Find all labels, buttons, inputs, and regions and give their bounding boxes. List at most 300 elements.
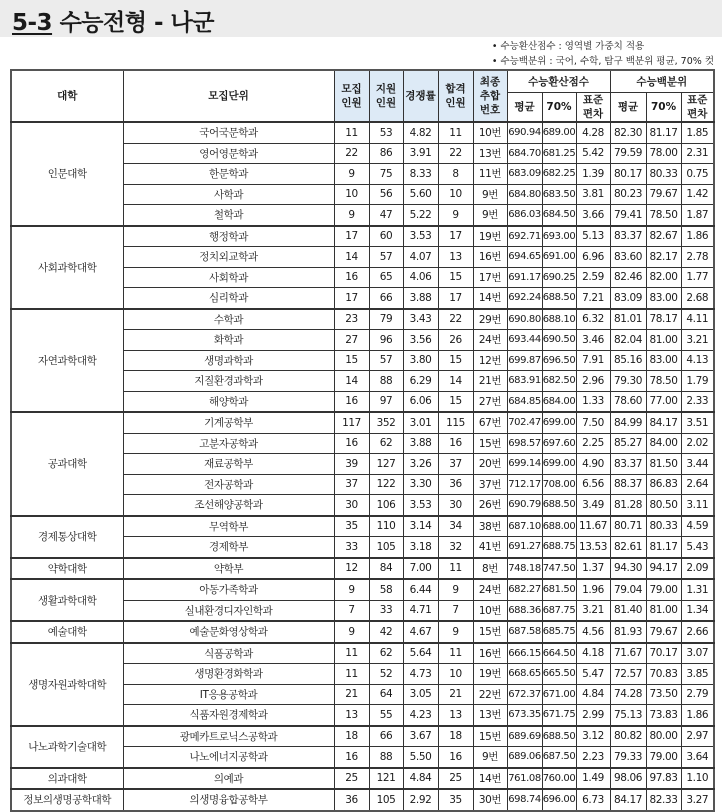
applicants-cell: 52: [369, 664, 403, 685]
unit-cell: 예술문화영상학과: [123, 621, 334, 643]
applicants-cell: 42: [369, 621, 403, 643]
table-row: [11, 558, 714, 580]
table-row: [11, 768, 714, 790]
ratio-cell: 4.82: [403, 122, 438, 143]
applicants-cell: 56: [369, 184, 403, 205]
quota-cell: 9: [334, 621, 369, 643]
waitlist-cell: 14번: [473, 768, 507, 790]
pct-std-cell: 1.77: [681, 267, 714, 288]
pct-70-cell: 81.17: [646, 122, 681, 143]
admitted-cell: 14: [438, 371, 473, 392]
waitlist-cell: 15번: [473, 433, 507, 454]
pct-avg-cell: 81.40: [610, 600, 646, 621]
conv-70-cell: 688.10: [542, 309, 576, 330]
conv-std-cell: 4.56: [576, 621, 610, 643]
unit-cell: 전자공학과: [123, 474, 334, 495]
pct-avg-cell: 84.17: [610, 789, 646, 811]
applicants-cell: 62: [369, 433, 403, 454]
ratio-cell: 4.71: [403, 600, 438, 621]
conv-avg-cell: 690.79: [507, 495, 542, 516]
conv-std-cell: 4.18: [576, 643, 610, 664]
pct-avg-cell: 83.60: [610, 247, 646, 268]
conv-std-cell: 7.91: [576, 350, 610, 371]
admitted-cell: 37: [438, 454, 473, 475]
legend-notes: [492, 39, 714, 69]
pct-70-cell: 79.00: [646, 579, 681, 600]
pct-avg-cell: 80.23: [610, 184, 646, 205]
quota-cell: 36: [334, 789, 369, 811]
conv-70-cell: 685.75: [542, 621, 576, 643]
applicants-cell: 88: [369, 371, 403, 392]
pct-70-cell: 83.00: [646, 350, 681, 371]
unit-cell: IT응용공학과: [123, 684, 334, 705]
pct-std-cell: 3.27: [681, 789, 714, 811]
admitted-cell: 35: [438, 789, 473, 811]
unit-cell: 화학과: [123, 330, 334, 351]
conv-std-cell: 6.32: [576, 309, 610, 330]
applicants-cell: 106: [369, 495, 403, 516]
pct-70-cell: 81.00: [646, 600, 681, 621]
table-row: [11, 412, 714, 433]
ratio-cell: 3.01: [403, 412, 438, 433]
applicants-cell: 84: [369, 558, 403, 580]
conv-std-cell: 1.96: [576, 579, 610, 600]
college-cell: 약학대학: [11, 558, 123, 580]
conv-avg-cell: 699.87: [507, 350, 542, 371]
admitted-cell: 16: [438, 747, 473, 768]
conv-avg-cell: 687.58: [507, 621, 542, 643]
conv-std-cell: 3.21: [576, 600, 610, 621]
unit-cell: 한문학과: [123, 164, 334, 185]
applicants-cell: 86: [369, 143, 403, 164]
unit-cell: 심리학과: [123, 288, 334, 309]
college-cell: 생활과학대학: [11, 579, 123, 621]
conv-70-cell: 684.50: [542, 205, 576, 226]
conv-std-cell: 5.42: [576, 143, 610, 164]
waitlist-cell: 16번: [473, 247, 507, 268]
pct-std-cell: 5.43: [681, 537, 714, 558]
admitted-cell: 13: [438, 705, 473, 726]
admitted-cell: 30: [438, 495, 473, 516]
admitted-cell: 115: [438, 412, 473, 433]
college-cell: 자연과학대학: [11, 309, 123, 413]
quota-cell: 10: [334, 184, 369, 205]
conv-70-cell: 690.50: [542, 330, 576, 351]
unit-cell: 조선해양공학과: [123, 495, 334, 516]
pct-avg-cell: 78.60: [610, 391, 646, 412]
unit-cell: 국어국문학과: [123, 122, 334, 143]
waitlist-cell: 21번: [473, 371, 507, 392]
conv-avg-cell: 698.57: [507, 433, 542, 454]
ratio-cell: 5.22: [403, 205, 438, 226]
admitted-cell: 7: [438, 600, 473, 621]
waitlist-cell: 67번: [473, 412, 507, 433]
applicants-cell: 122: [369, 474, 403, 495]
conv-avg-cell: 691.17: [507, 267, 542, 288]
conv-avg-cell: 692.24: [507, 288, 542, 309]
col-header-ratio: 경쟁률: [403, 70, 438, 122]
conv-avg-cell: 694.65: [507, 247, 542, 268]
unit-cell: 재료공학부: [123, 454, 334, 475]
conv-std-cell: 1.39: [576, 164, 610, 185]
applicants-cell: 105: [369, 789, 403, 811]
ratio-cell: 3.67: [403, 726, 438, 747]
table-row: [11, 579, 714, 600]
ratio-cell: 5.64: [403, 643, 438, 664]
conv-std-cell: 7.21: [576, 288, 610, 309]
conv-avg-cell: 761.08: [507, 768, 542, 790]
pct-avg-cell: 79.30: [610, 371, 646, 392]
conv-70-cell: 688.50: [542, 495, 576, 516]
waitlist-cell: 15번: [473, 726, 507, 747]
pct-avg-cell: 82.04: [610, 330, 646, 351]
conv-avg-cell: 686.03: [507, 205, 542, 226]
ratio-cell: 3.56: [403, 330, 438, 351]
unit-cell: 수학과: [123, 309, 334, 330]
applicants-cell: 121: [369, 768, 403, 790]
college-cell: 공과대학: [11, 412, 123, 516]
pct-avg-cell: 80.17: [610, 164, 646, 185]
applicants-cell: 64: [369, 684, 403, 705]
quota-cell: 16: [334, 267, 369, 288]
col-header-pct-std: 표준 편차: [681, 93, 714, 123]
conv-70-cell: 687.75: [542, 600, 576, 621]
quota-cell: 12: [334, 558, 369, 580]
conv-avg-cell: 688.36: [507, 600, 542, 621]
ratio-cell: 3.26: [403, 454, 438, 475]
college-cell: 경제통상대학: [11, 516, 123, 558]
pct-70-cell: 82.00: [646, 267, 681, 288]
table-row: [11, 643, 714, 664]
ratio-cell: 3.88: [403, 433, 438, 454]
pct-avg-cell: 98.06: [610, 768, 646, 790]
quota-cell: 117: [334, 412, 369, 433]
conv-avg-cell: 693.44: [507, 330, 542, 351]
conv-70-cell: 747.50: [542, 558, 576, 580]
col-header-conv-std: 표준 편차: [576, 93, 610, 123]
admitted-cell: 17: [438, 226, 473, 247]
ratio-cell: 2.92: [403, 789, 438, 811]
conv-70-cell: 691.00: [542, 247, 576, 268]
unit-cell: 철학과: [123, 205, 334, 226]
conv-70-cell: 708.00: [542, 474, 576, 495]
waitlist-cell: 27번: [473, 391, 507, 412]
conv-std-cell: 4.84: [576, 684, 610, 705]
conv-avg-cell: 672.37: [507, 684, 542, 705]
ratio-cell: 3.80: [403, 350, 438, 371]
unit-cell: 무역학부: [123, 516, 334, 537]
unit-cell: 사회학과: [123, 267, 334, 288]
conv-std-cell: 13.53: [576, 537, 610, 558]
pct-70-cell: 81.00: [646, 330, 681, 351]
pct-avg-cell: 72.57: [610, 664, 646, 685]
conv-avg-cell: 699.14: [507, 454, 542, 475]
admitted-cell: 36: [438, 474, 473, 495]
pct-std-cell: 0.75: [681, 164, 714, 185]
admitted-cell: 16: [438, 433, 473, 454]
waitlist-cell: 37번: [473, 474, 507, 495]
conv-std-cell: 6.56: [576, 474, 610, 495]
quota-cell: 9: [334, 205, 369, 226]
title-bar: [0, 0, 722, 37]
pct-avg-cell: 79.33: [610, 747, 646, 768]
pct-70-cell: 97.83: [646, 768, 681, 790]
pct-std-cell: 2.33: [681, 391, 714, 412]
table-row: [11, 226, 714, 247]
applicants-cell: 79: [369, 309, 403, 330]
quota-cell: 35: [334, 516, 369, 537]
table-row: [11, 309, 714, 330]
pct-std-cell: 2.64: [681, 474, 714, 495]
conv-avg-cell: 683.91: [507, 371, 542, 392]
quota-cell: 39: [334, 454, 369, 475]
conv-70-cell: 696.50: [542, 350, 576, 371]
ratio-cell: 3.43: [403, 309, 438, 330]
conv-std-cell: 11.67: [576, 516, 610, 537]
waitlist-cell: 10번: [473, 600, 507, 621]
waitlist-cell: 26번: [473, 495, 507, 516]
conv-std-cell: 2.96: [576, 371, 610, 392]
pct-std-cell: 2.66: [681, 621, 714, 643]
pct-std-cell: 1.85: [681, 122, 714, 143]
admitted-cell: 18: [438, 726, 473, 747]
pct-70-cell: 80.33: [646, 516, 681, 537]
pct-avg-cell: 80.82: [610, 726, 646, 747]
pct-std-cell: 1.42: [681, 184, 714, 205]
pct-avg-cell: 79.04: [610, 579, 646, 600]
applicants-cell: 96: [369, 330, 403, 351]
pct-avg-cell: 82.30: [610, 122, 646, 143]
ratio-cell: 4.07: [403, 247, 438, 268]
quota-cell: 27: [334, 330, 369, 351]
conv-70-cell: 690.25: [542, 267, 576, 288]
pct-70-cell: 73.83: [646, 705, 681, 726]
pct-avg-cell: 84.99: [610, 412, 646, 433]
pct-avg-cell: 81.93: [610, 621, 646, 643]
conv-70-cell: 665.50: [542, 664, 576, 685]
conv-std-cell: 4.28: [576, 122, 610, 143]
col-header-applicants: 지원 인원: [369, 70, 403, 122]
pct-std-cell: 4.11: [681, 309, 714, 330]
conv-70-cell: 683.50: [542, 184, 576, 205]
pct-std-cell: 1.34: [681, 600, 714, 621]
pct-70-cell: 79.00: [646, 747, 681, 768]
unit-cell: 식품공학과: [123, 643, 334, 664]
pct-70-cell: 78.50: [646, 205, 681, 226]
unit-cell: 행정학과: [123, 226, 334, 247]
pct-std-cell: 3.21: [681, 330, 714, 351]
pct-std-cell: 3.85: [681, 664, 714, 685]
conv-avg-cell: 689.69: [507, 726, 542, 747]
pct-std-cell: 2.31: [681, 143, 714, 164]
waitlist-cell: 15번: [473, 621, 507, 643]
conv-std-cell: 3.46: [576, 330, 610, 351]
applicants-cell: 66: [369, 288, 403, 309]
pct-70-cell: 83.00: [646, 288, 681, 309]
pct-70-cell: 78.17: [646, 309, 681, 330]
conv-std-cell: 3.49: [576, 495, 610, 516]
applicants-cell: 66: [369, 726, 403, 747]
quota-cell: 17: [334, 288, 369, 309]
conv-avg-cell: 712.17: [507, 474, 542, 495]
conv-std-cell: 5.47: [576, 664, 610, 685]
admitted-cell: 25: [438, 768, 473, 790]
pct-avg-cell: 75.13: [610, 705, 646, 726]
pct-std-cell: 2.09: [681, 558, 714, 580]
college-cell: 생명자원과학대학: [11, 643, 123, 726]
pct-70-cell: 82.33: [646, 789, 681, 811]
quota-cell: 30: [334, 495, 369, 516]
col-header-pct-70: 70%: [646, 93, 681, 123]
pct-std-cell: 4.59: [681, 516, 714, 537]
admitted-cell: 34: [438, 516, 473, 537]
conv-std-cell: 2.99: [576, 705, 610, 726]
applicants-cell: 57: [369, 247, 403, 268]
unit-cell: 해양학과: [123, 391, 334, 412]
pct-avg-cell: 82.46: [610, 267, 646, 288]
conv-std-cell: 6.73: [576, 789, 610, 811]
applicants-cell: 97: [369, 391, 403, 412]
admitted-cell: 9: [438, 205, 473, 226]
conv-avg-cell: 683.09: [507, 164, 542, 185]
ratio-cell: 6.06: [403, 391, 438, 412]
quota-cell: 16: [334, 391, 369, 412]
note-percentile: • 수능백분위 : 국어, 수학, 탐구 백분위 평균, 70% 컷: [491, 56, 714, 67]
col-header-college: 대학: [11, 70, 123, 122]
ratio-cell: 3.05: [403, 684, 438, 705]
pct-70-cell: 94.17: [646, 558, 681, 580]
pct-70-cell: 73.50: [646, 684, 681, 705]
admitted-cell: 22: [438, 309, 473, 330]
admitted-cell: 15: [438, 391, 473, 412]
unit-cell: 생명과학과: [123, 350, 334, 371]
pct-std-cell: 3.44: [681, 454, 714, 475]
pct-avg-cell: 83.37: [610, 226, 646, 247]
pct-70-cell: 78.00: [646, 143, 681, 164]
conv-70-cell: 699.00: [542, 412, 576, 433]
ratio-cell: 3.18: [403, 537, 438, 558]
pct-avg-cell: 79.41: [610, 205, 646, 226]
pct-std-cell: 1.87: [681, 205, 714, 226]
applicants-cell: 57: [369, 350, 403, 371]
col-header-conv-avg: 평균: [507, 93, 542, 123]
admitted-cell: 9: [438, 579, 473, 600]
college-cell: 의과대학: [11, 768, 123, 790]
waitlist-cell: 14번: [473, 288, 507, 309]
conv-avg-cell: 690.80: [507, 309, 542, 330]
college-cell: 나노과학기술대학: [11, 726, 123, 768]
quota-cell: 14: [334, 371, 369, 392]
waitlist-cell: 30번: [473, 789, 507, 811]
pct-avg-cell: 81.28: [610, 495, 646, 516]
admitted-cell: 26: [438, 330, 473, 351]
applicants-cell: 75: [369, 164, 403, 185]
admitted-cell: 8: [438, 164, 473, 185]
pct-std-cell: 3.51: [681, 412, 714, 433]
unit-cell: 기계공학부: [123, 412, 334, 433]
quota-cell: 13: [334, 705, 369, 726]
unit-cell: 지질환경과학과: [123, 371, 334, 392]
conv-70-cell: 697.60: [542, 433, 576, 454]
conv-70-cell: 682.50: [542, 371, 576, 392]
applicants-cell: 105: [369, 537, 403, 558]
pct-std-cell: 3.64: [681, 747, 714, 768]
quota-cell: 25: [334, 768, 369, 790]
applicants-cell: 62: [369, 643, 403, 664]
applicants-cell: 33: [369, 600, 403, 621]
waitlist-cell: 24번: [473, 330, 507, 351]
col-header-unit: 모집단위: [123, 70, 334, 122]
quota-cell: 23: [334, 309, 369, 330]
pct-avg-cell: 88.37: [610, 474, 646, 495]
conv-std-cell: 3.66: [576, 205, 610, 226]
waitlist-cell: 9번: [473, 205, 507, 226]
unit-cell: 의예과: [123, 768, 334, 790]
waitlist-cell: 10번: [473, 122, 507, 143]
conv-avg-cell: 698.74: [507, 789, 542, 811]
conv-70-cell: 688.00: [542, 516, 576, 537]
ratio-cell: 3.53: [403, 226, 438, 247]
section-number: 5-3: [12, 10, 53, 36]
conv-70-cell: 664.50: [542, 643, 576, 664]
conv-avg-cell: 682.27: [507, 579, 542, 600]
admitted-cell: 11: [438, 643, 473, 664]
applicants-cell: 58: [369, 579, 403, 600]
waitlist-cell: 38번: [473, 516, 507, 537]
conv-avg-cell: 690.94: [507, 122, 542, 143]
conv-avg-cell: 684.80: [507, 184, 542, 205]
conv-avg-cell: 702.47: [507, 412, 542, 433]
conv-avg-cell: 689.06: [507, 747, 542, 768]
conv-std-cell: 3.12: [576, 726, 610, 747]
conv-std-cell: 2.23: [576, 747, 610, 768]
waitlist-cell: 41번: [473, 537, 507, 558]
pct-avg-cell: 83.09: [610, 288, 646, 309]
admitted-cell: 21: [438, 684, 473, 705]
table-row: [11, 122, 714, 143]
unit-cell: 실내환경디자인학과: [123, 600, 334, 621]
pct-std-cell: 2.02: [681, 433, 714, 454]
waitlist-cell: 29번: [473, 309, 507, 330]
unit-cell: 광메카트로닉스공학과: [123, 726, 334, 747]
conv-std-cell: 3.81: [576, 184, 610, 205]
conv-std-cell: 2.59: [576, 267, 610, 288]
pct-std-cell: 1.10: [681, 768, 714, 790]
applicants-cell: 55: [369, 705, 403, 726]
ratio-cell: 6.44: [403, 579, 438, 600]
ratio-cell: 3.14: [403, 516, 438, 537]
pct-avg-cell: 85.27: [610, 433, 646, 454]
conv-70-cell: 684.00: [542, 391, 576, 412]
ratio-cell: 4.84: [403, 768, 438, 790]
applicants-cell: 60: [369, 226, 403, 247]
pct-avg-cell: 85.16: [610, 350, 646, 371]
applicants-cell: 110: [369, 516, 403, 537]
pct-std-cell: 2.68: [681, 288, 714, 309]
admitted-cell: 10: [438, 664, 473, 685]
admitted-cell: 32: [438, 537, 473, 558]
pct-avg-cell: 94.30: [610, 558, 646, 580]
conv-avg-cell: 692.71: [507, 226, 542, 247]
waitlist-cell: 24번: [473, 579, 507, 600]
pct-avg-cell: 83.37: [610, 454, 646, 475]
ratio-cell: 7.00: [403, 558, 438, 580]
applicants-cell: 352: [369, 412, 403, 433]
pct-std-cell: 4.13: [681, 350, 714, 371]
conv-70-cell: 682.25: [542, 164, 576, 185]
pct-70-cell: 79.67: [646, 184, 681, 205]
unit-cell: 의생명융합공학부: [123, 789, 334, 811]
